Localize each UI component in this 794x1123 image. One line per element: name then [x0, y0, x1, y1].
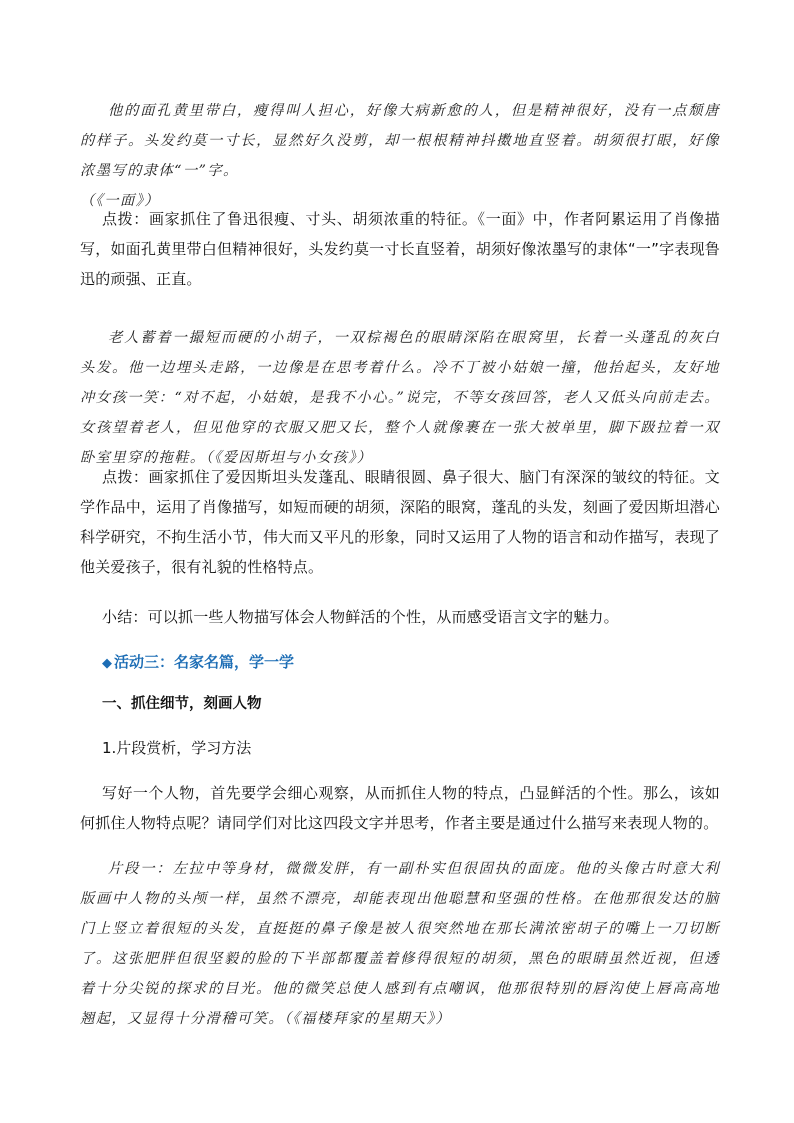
quote-yimian-cite: （《一面》）	[80, 193, 160, 209]
quote-zola: 片段一：左拉中等身材，微微发胖，有一副朴实但很固执的面庞。他的头像古时意大利版画中人物的头颅一样，虽然不漂亮，却能表现出他聪慧和坚强的性格。在他那很发达的脑门上竖立着很短的头发，直挺挺的鼻子像是被人很突然地在那长满浓密胡子的嘴上一刀切断了。这张肥胖但很坚毅的脸的下半部都覆盖着修得很短的胡须，黑色的眼睛虽然近视，但透着十分尖锐的探求的目光。他的微笑总使人感到有点嘲讽，他那很特别的唇沟使上唇高高地翘起，又显得十分滑稽可笑。（《福楼拜家的星期天》）	[80, 861, 720, 1027]
note-lu-xun: 点拨：画家抓住了鲁迅很瘦、寸头、胡须浓重的特征。《一面》中，作者阿累运用了肖像描写，如面孔黄里带白但精神很好，头发约莫一寸长直竖着，胡须好像浓墨写的隶体“一”字表现鲁迅的顽强、正直。	[80, 210, 720, 288]
activity-three-heading	[80, 650, 742, 676]
sub-heading: 1.片段赏析，学习方法	[102, 739, 252, 757]
diamond-bullet-icon: ◆	[102, 656, 112, 671]
note-einstein: 点拨：画家抓住了爱因斯坦头发蓬乱、眼睛很圆、鼻子很大、脑门有深深的皱纹的特征。文学作品中，运用了肖像描写，如短而硬的胡须，深陷的眼窝，蓬乱的头发，刻画了爱因斯坦潜心科学研究，不拘生活小节，伟大而又平凡的形象，同时又运用了人物的语言和动作描写，表现了他关爱孩子，很有礼貌的性格特点。	[80, 468, 720, 576]
quote-yimian-text: 他的面孔黄里带白，瘦得叫人担心，好像大病新愈的人，但是精神很好，没有一点颓唐的样子。头发约莫一寸长，显然好久没剪，却一根根精神抖擞地直竖着。胡须很打眼，好像浓墨写的隶体“一”字。	[80, 103, 720, 179]
quote-yimian	[80, 96, 720, 216]
section-heading: 一、抓住细节，刻画人物	[102, 696, 262, 712]
summary-text: 小结：可以抓一些人物描写体会人物鲜活的个性，从而感受语言文字的魅力。	[102, 608, 619, 626]
intro-paragraph: 写好一个人物，首先要学会细心观察，从而抓住人物的特点，凸显鲜活的个性。那么，该如何抓住人物特点呢？请同学们对比这四段文字并思考，作者主要是通过什么描写来表现人物的。	[80, 784, 720, 832]
quote-einstein: 老人蓄着一撮短而硬的小胡子，一双棕褐色的眼睛深陷在眼窝里，长着一头蓬乱的灰白头发。他一边埋头走路，一边像是在思考着什么。冷不丁被小姑娘一撞，他抬起头，友好地冲女孩一笑：“对不起，小姑娘，是我不小心。”说完，不等女孩回答，老人又低头向前走去。女孩望着老人，但见他穿的衣服又肥又长，整个人就像裹在一张大被单里，脚下趿拉着一双卧室里穿的拖鞋。（《爱因斯坦与小女孩》）	[80, 330, 720, 466]
activity-three-title: 活动三：名家名篇，学一学	[114, 653, 295, 671]
